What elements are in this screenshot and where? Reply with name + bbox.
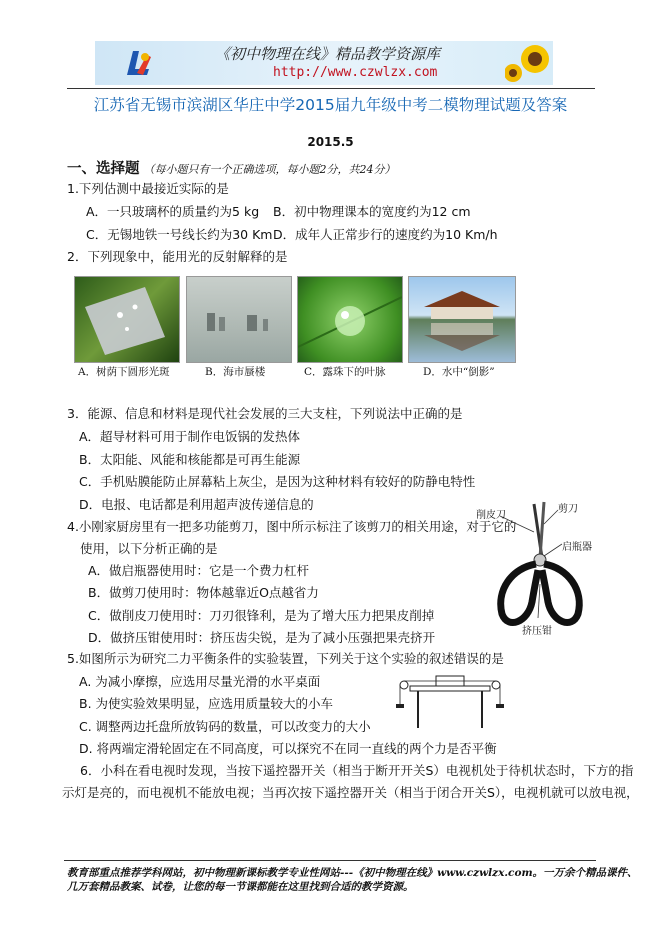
- header-banner: [95, 41, 553, 85]
- banner-url[interactable]: http://www.czwlzx.com: [273, 65, 438, 80]
- footer-rule: [64, 860, 596, 861]
- exam-date: 2015.5: [307, 135, 354, 149]
- pavilion-image: [409, 277, 515, 362]
- q5-option-a: A. 为减小摩擦，应选用尽量光滑的水平桌面: [79, 674, 321, 689]
- label-peeler: 削皮刀: [476, 510, 506, 521]
- q2-caption-d: D．水中“倒影”: [423, 366, 495, 378]
- scissors-figure: [476, 498, 594, 638]
- section-heading: [67, 157, 395, 178]
- footer-line2: 几万套精品教案、试卷，让您的每一节课都能在这里找到合适的教学资源。: [67, 881, 414, 893]
- q3-stem: 3．能源、信息和材料是现代社会发展的三大支柱，下列说法中正确的是: [67, 406, 463, 421]
- q4-option-b: B．做剪刀使用时：物体越靠近O点越省力: [88, 585, 319, 600]
- q5-option-d: D. 将两端定滑轮固定在不同高度，可以探究不在同一直线的两个力是否平衡: [79, 741, 497, 756]
- section-note: （每小题只有一个正确选项，每小题2分，共24分）: [143, 163, 396, 176]
- q4-stem-line2: 使用，以下分析正确的是: [80, 541, 218, 556]
- header-rule: [67, 88, 595, 89]
- q5-option-c: C. 调整两边托盘所放钩码的数量，可以改变力的大小: [79, 719, 371, 734]
- photo-light-spots: [74, 276, 180, 363]
- q2-caption-a: A．树荫下圆形光斑: [78, 366, 170, 378]
- banner-title: 《初中物理在线》精品教学资源库: [215, 45, 441, 63]
- q2-stem: 2．下列现象中，能用光的反射解释的是: [67, 249, 288, 264]
- label-scissors: 剪刀: [558, 504, 578, 515]
- q6-line2: 示灯是亮的，而电视机不能放电视；当再次按下遥控器开关（相当于闭合开关S），电视机就可以放电视，: [62, 785, 639, 800]
- sunflower-icon: [505, 41, 553, 85]
- q4-option-a: A．做启瓶器使用时：它是一个费力杠杆: [88, 563, 310, 578]
- photo-mirage: [186, 276, 292, 363]
- q1-option-d: D．成年人正常步行的速度约为10 Km/h: [273, 227, 498, 242]
- q1-option-b: B．初中物理课本的宽度约为12 cm: [273, 204, 471, 219]
- page-title: 江苏省无锡市滨湖区华庄中学2015届九年级中考二模物理试题及答案: [93, 96, 568, 114]
- q3-option-a: A．超导材料可用于制作电饭锅的发热体: [79, 429, 301, 444]
- leaf-shadow-image: [75, 277, 179, 362]
- balance-apparatus-figure: [392, 668, 508, 732]
- q3-option-b: B．太阳能、风能和核能都是可再生能源: [79, 452, 301, 467]
- q5-option-b: B. 为使实验效果明显，应选用质量较大的小车: [79, 696, 334, 711]
- q4-stem-line1: 4.小刚家厨房里有一把多功能剪刀，图中所示标注了该剪刀的相关用途，对于它的: [67, 519, 517, 534]
- q4-option-c: C．做削皮刀使用时：刀刃很锋利，是为了增大压力把果皮削掉: [88, 608, 435, 623]
- site-logo-icon: [123, 47, 153, 79]
- footer-line1: 教育部重点推荐学科网站，初中物理新课标教学专业性网站---《初中物理在线》www.czwlzx.com。一万余个精品课件、: [67, 867, 638, 879]
- q6-line1: 6．小科在看电视时发现，当按下遥控器开关（相当于断开开关S）电视机处于待机状态时，下方的指: [80, 763, 634, 778]
- q2-caption-c: C．露珠下的叶脉: [304, 366, 386, 378]
- q1-option-a: A．一只玻璃杯的质量约为5 kg: [86, 204, 260, 219]
- q3-option-d: D．电报、电话都是利用超声波传递信息的: [79, 497, 314, 512]
- pulley-table-icon: [392, 668, 508, 732]
- label-opener: 启瓶器: [562, 542, 592, 553]
- q2-caption-b: B．海市蜃楼: [205, 366, 266, 378]
- section-title: 一、选择题: [67, 161, 140, 177]
- q4-option-d: D．做挤压钳使用时：挤压齿尖锐，是为了减小压强把果壳挤开: [88, 630, 436, 645]
- dewdrop-image: [298, 277, 402, 362]
- photo-dewdrop: [297, 276, 403, 363]
- q1-stem: 1.下列估测中最接近实际的是: [67, 181, 229, 196]
- photo-reflection: [408, 276, 516, 363]
- q5-stem: 5.如图所示为研究二力平衡条件的实验装置，下列关于这个实验的叙述错误的是: [67, 651, 504, 666]
- label-clamp: 挤压钳: [522, 626, 552, 637]
- q3-option-c: C．手机贴膜能防止屏幕粘上灰尘，是因为这种材料有较好的防静电特性: [79, 474, 476, 489]
- footer-text: [67, 866, 638, 894]
- mirage-image: [187, 277, 291, 362]
- q1-option-c: C．无锡地铁一号线长约为30 Km: [86, 227, 273, 242]
